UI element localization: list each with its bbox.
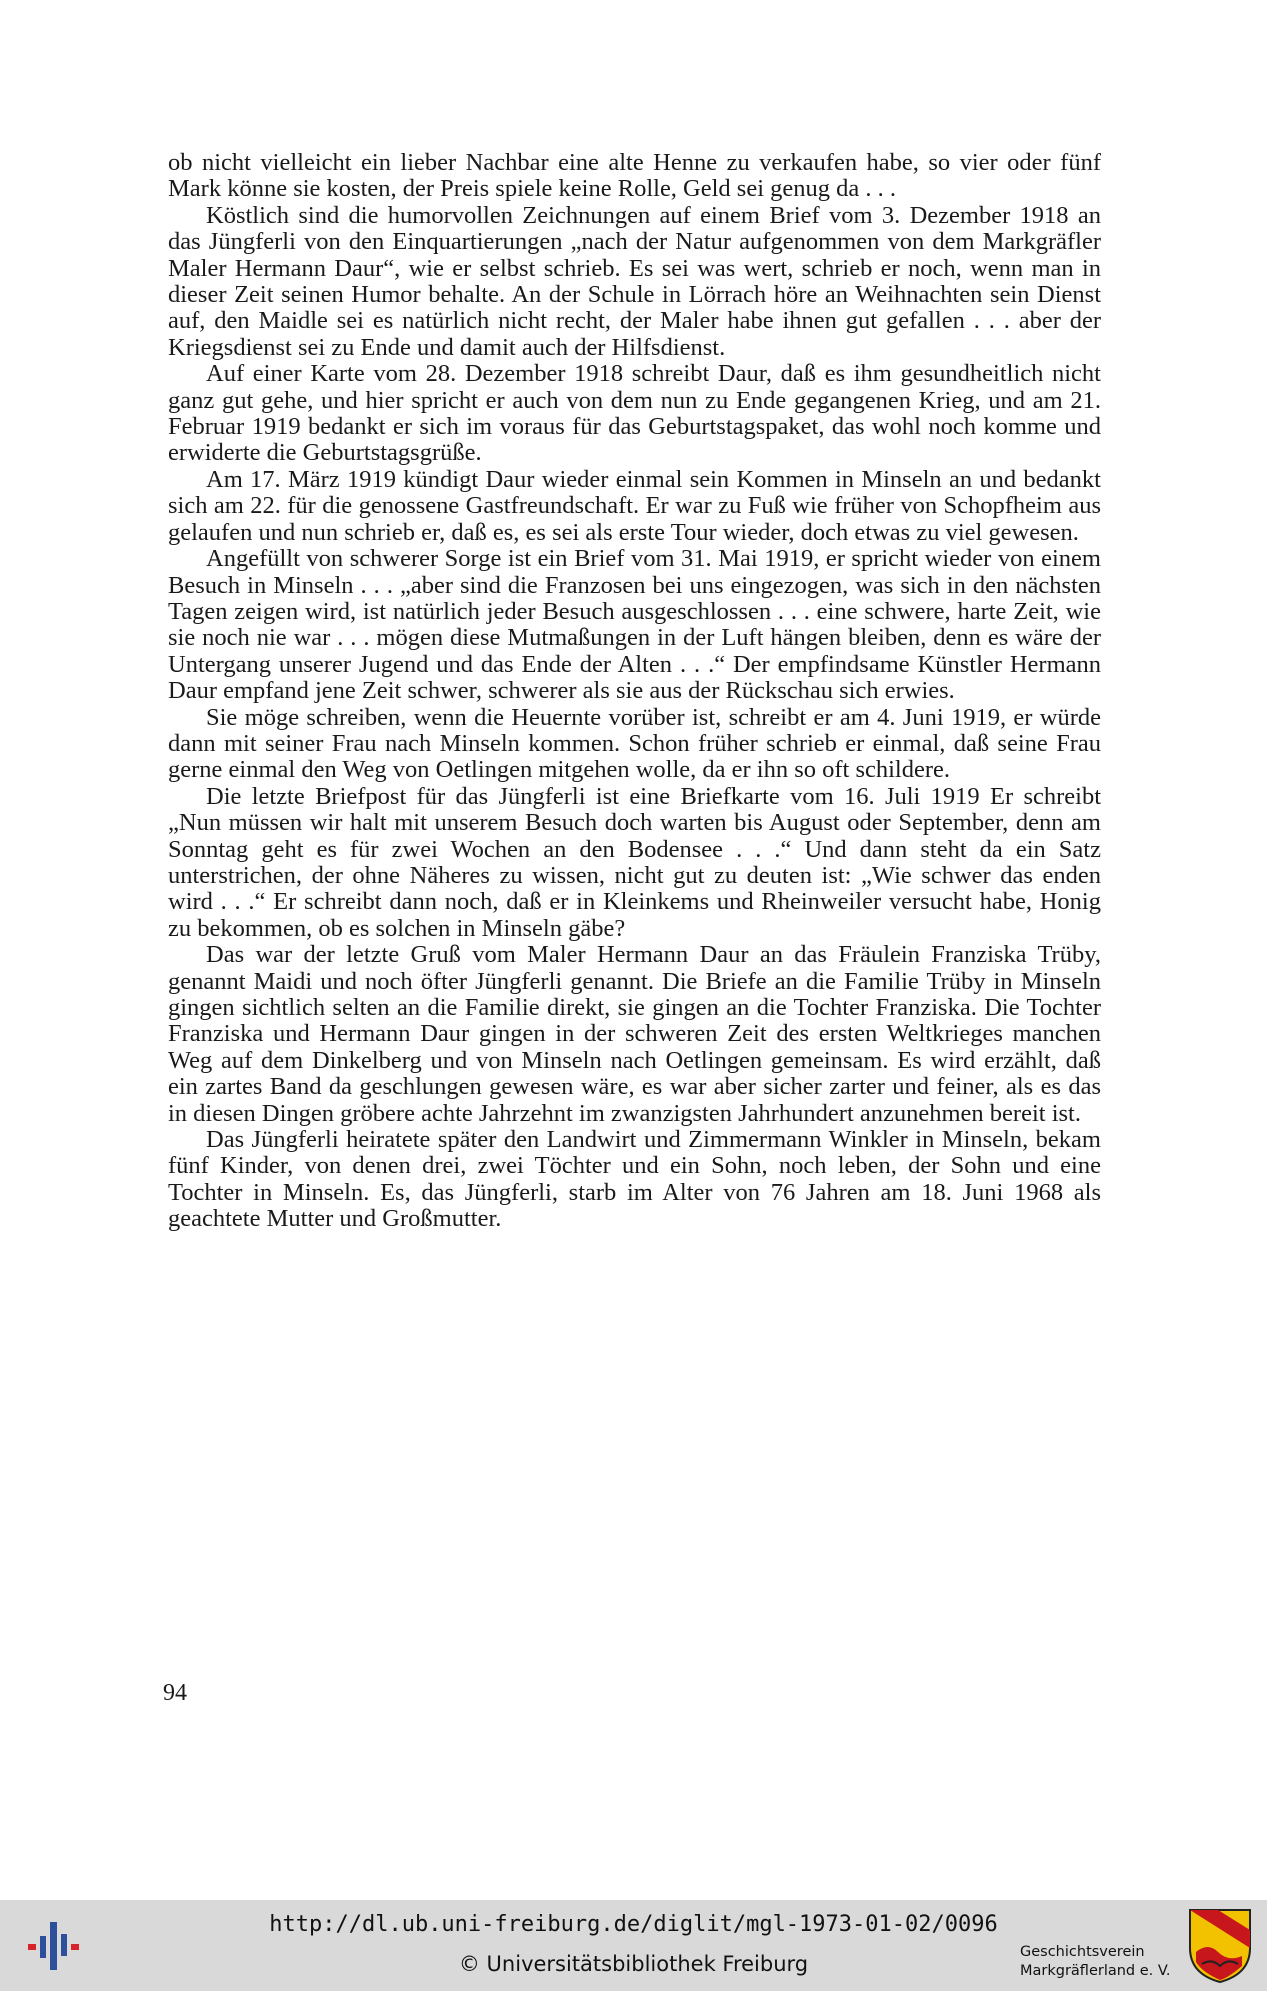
paragraph: Angefüllt von schwerer Sorge ist ein Brief vom 31. Mai 1919, er spricht wieder von einem Besuch in Minseln . . . „aber sind die Franzosen bei uns eingezogen, was sich in den nächsten Tagen zeigen wird, ist natürlich jeder Besuch ausgeschlossen . . . eine schwere, harte Zeit, wie sie noch nie war . . . mögen diese Mutmaßungen in der Luft hängen bleiben, denn es wäre der Untergang unserer Jugend und das Ende der Alten . . .“ Der empfindsame Künstler Hermann Daur empfand jene Zeit schwer, schwerer als sie aus der Rückschau sich erwies. [168, 545, 1101, 705]
society-name-line: Geschichtsverein [1020, 1944, 1145, 1960]
copyright-notice: © Universitätsbibliothek Freiburg [458, 1952, 809, 1976]
paragraph: Die letzte Briefpost für das Jüngferli ist eine Briefkarte vom 16. Juli 1919 Er schreibt „Nun müssen wir halt mit unserem Besuch doch warten bis August oder September, denn am Sonntag geht es für zwei Wochen an den Bodensee . . .“ Und dann steht da ein Satz unterstrichen, der ohne Näheres zu wissen, nicht gut zu deuten ist: „Wie schwer das enden wird . . .“ Er schreibt dann noch, daß er in Kleinkems und Rheinweiler versucht habe, Honig zu bekommen, ob es solchen in Minseln gäbe? [168, 782, 1101, 942]
paragraph: Auf einer Karte vom 28. Dezember 1918 schreibt Daur, daß es ihm gesundheitlich nicht ganz gut gehe, und hier spricht er auch von dem nun zu Ende gegangenen Krieg, und am 21. Februar 1919 bedankt er sich im voraus für das Geburtstagspaket, das wohl noch komme und erwiderte die Geburtstagsgrüße. [168, 360, 1101, 467]
permalink [0, 1912, 1267, 1937]
permalink-link[interactable]: http://dl.ub.uni-freiburg.de/diglit/mgl-1973-01-02/0096 [269, 1912, 998, 1937]
society-name [1020, 1943, 1180, 1981]
coat-of-arms-icon[interactable] [1188, 1908, 1252, 1984]
page-number: 94 [163, 1680, 187, 1706]
footer-bar [0, 1900, 1267, 1991]
paragraph: Das Jüngferli heiratete später den Landwirt und Zimmermann Winkler in Minseln, bekam fünf Kinder, von denen drei, zwei Töchter und ein Sohn, noch leben, der Sohn und eine Tochter in Minseln. Es, das Jüngferli, starb im Alter von 76 Jahren am 18. Juni 1968 als geachtete Mutter und Großmutter. [168, 1126, 1101, 1233]
paragraph: Am 17. März 1919 kündigt Daur wieder einmal sein Kommen in Minseln an und bedankt sich am 22. für die genossene Gastfreundschaft. Er war zu Fuß wie früher von Schopfheim aus gelaufen und nun schrieb er, daß es, es sei als erste Tour wieder, doch etwas zu viel gewesen. [168, 465, 1101, 546]
society-name-line: Markgräflerland e. V. [1020, 1963, 1171, 1979]
paragraph: Sie möge schreiben, wenn die Heuernte vorüber ist, schreibt er am 4. Juni 1919, er würde dann mit seiner Frau nach Minseln kommen. Schon früher schrieb er einmal, daß seine Frau gerne einmal den Weg von Oetlingen mitgehen wolle, da er ihn so oft schildere. [168, 703, 1101, 784]
paragraph: Das war der letzte Gruß vom Maler Hermann Daur an das Fräulein Franziska Trüby, genannt Maidi und noch öfter Jüngferli genannt. Die Briefe an die Familie Trüby in Minseln gingen sichtlich selten an die Familie direkt, sie gingen an die Tochter Franziska. Die Tochter Franziska und Hermann Daur gingen in der schweren Zeit des ersten Weltkrieges manchen Weg auf dem Dinkelberg und von Minseln nach Oetlingen gemeinsam. Es wird erzählt, daß ein zartes Band da geschlungen gewesen wäre, es war aber sicher zarter und feiner, als es das in diesen Dingen gröbere achte Jahrzehnt im zwanzigsten Jahrhundert anzunehmen bereit ist. [168, 941, 1101, 1127]
paragraph: ob nicht vielleicht ein lieber Nachbar eine alte Henne zu verkaufen habe, so vier oder fünf Mark könne sie kosten, der Preis spiele keine Rolle, Geld sei genug da . . . [168, 149, 1101, 203]
body-text [168, 150, 1101, 1233]
paragraph: Köstlich sind die humorvollen Zeichnungen auf einem Brief vom 3. Dezember 1918 an das Jüngferli von den Einquartierungen „nach der Natur aufgenommen von dem Markgräfler Maler Hermann Daur“, wie er selbst schrieb. Es sei was wert, schrieb er noch, wenn man in dieser Zeit seinen Humor behalte. An der Schule in Lörrach höre an Weihnachten sein Dienst auf, den Maidle sei es natürlich nicht recht, der Maler habe ihnen gut gefallen . . . aber der Kriegsdienst sei zu Ende und damit auch der Hilfsdienst. [168, 201, 1101, 361]
